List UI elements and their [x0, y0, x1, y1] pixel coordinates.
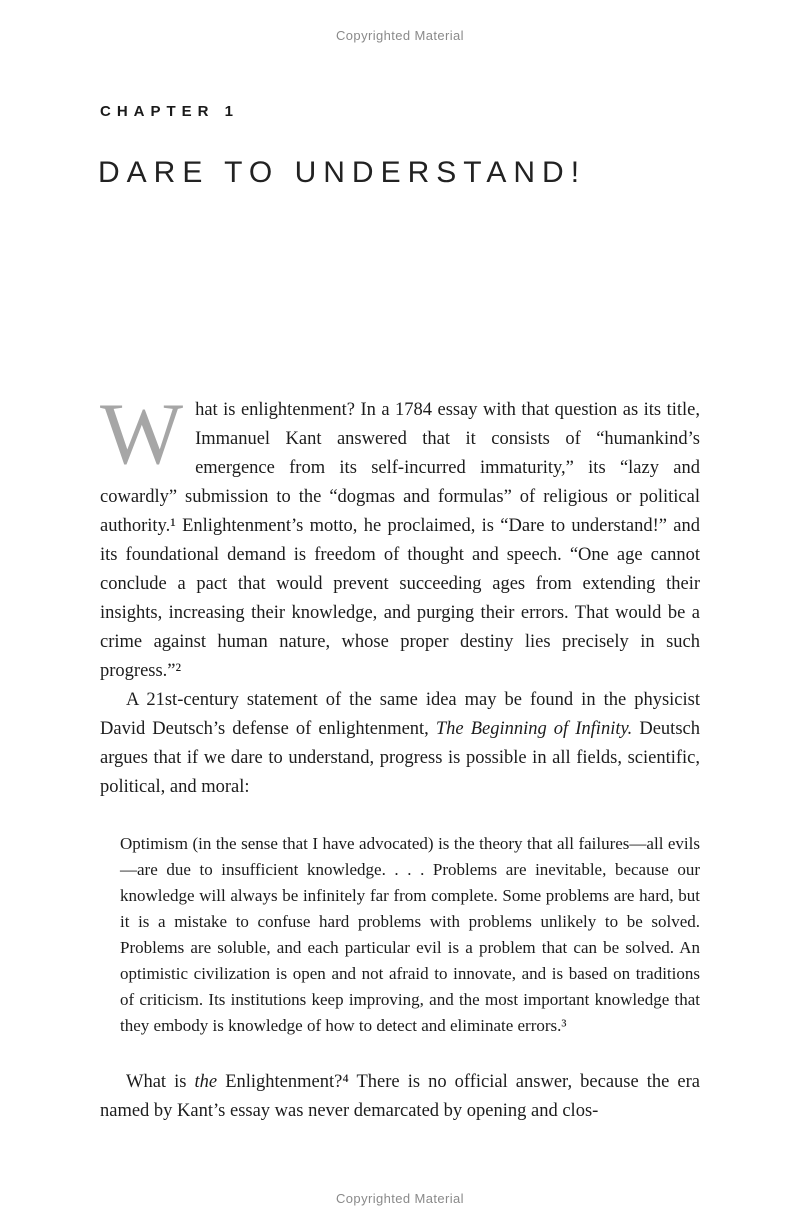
drop-cap: W: [100, 386, 184, 483]
paragraph-1-text: hat is enlightenment? In a 1784 essay with that question as its title, Immanuel Kant answered that it consists of “humankind’s emergence from its self-incurred immaturity,” its “lazy and cowardly” submission to the “dogmas and formulas” of religious or political authority.¹ Enlightenment’s motto, he proclaimed, is “Dare to understand!” and its foundational demand is freedom of thought and speech. “One age cannot conclude a pact that would prevent succeeding ages from extending their insights, increasing their knowledge, and purging their errors. That would be a crime against human nature, whose proper destiny lies precisely in such progress.”²: [100, 400, 700, 681]
paragraph-1: [100, 386, 700, 686]
copyright-notice-bottom: Copyrighted Material: [336, 1191, 464, 1206]
paragraph-3-text: What is: [126, 1072, 195, 1092]
italic-the: the: [194, 1072, 218, 1092]
paragraph-2: [100, 686, 700, 802]
paragraph-3: [100, 1068, 700, 1126]
block-quote: Optimism (in the sense that I have advocated) is the theory that all failures—all evils—are due to insufficient knowledge. . . . Problems are inevitable, because our knowledge will always be infinitely far from complete. Some problems are hard, but it is a mistake to confuse hard problems with problems unlikely to be solved. Problems are soluble, and each particular evil is a problem that can be solved. An optimistic civilization is open and not afraid to innovate, and is based on traditions of criticism. Its institutions keep improving, and the most important knowledge that they embody is knowledge of how to detect and eliminate errors.³: [120, 834, 700, 1035]
copyright-notice-top: Copyrighted Material: [336, 28, 464, 43]
chapter-label: CHAPTER 1: [100, 103, 240, 120]
chapter-title: DARE TO UNDERSTAND!: [98, 156, 587, 189]
body-text: [100, 386, 700, 1126]
paragraph-2-text-cont: Deutsch argues that if we dare to understand, progress is possible in all fields, scientific, political, and moral:: [100, 719, 700, 797]
book-title-italic: The Beginning of Infinity.: [435, 719, 633, 739]
paragraph-2-text: A 21st-century statement of the same idea may be found in the physicist David Deutsch’s defense of enlightenment,: [100, 690, 700, 739]
paragraph-3-text-cont: Enlightenment?⁴ There is no official answer, because the era named by Kant’s essay was never demarcated by opening and clos-: [100, 1072, 700, 1121]
